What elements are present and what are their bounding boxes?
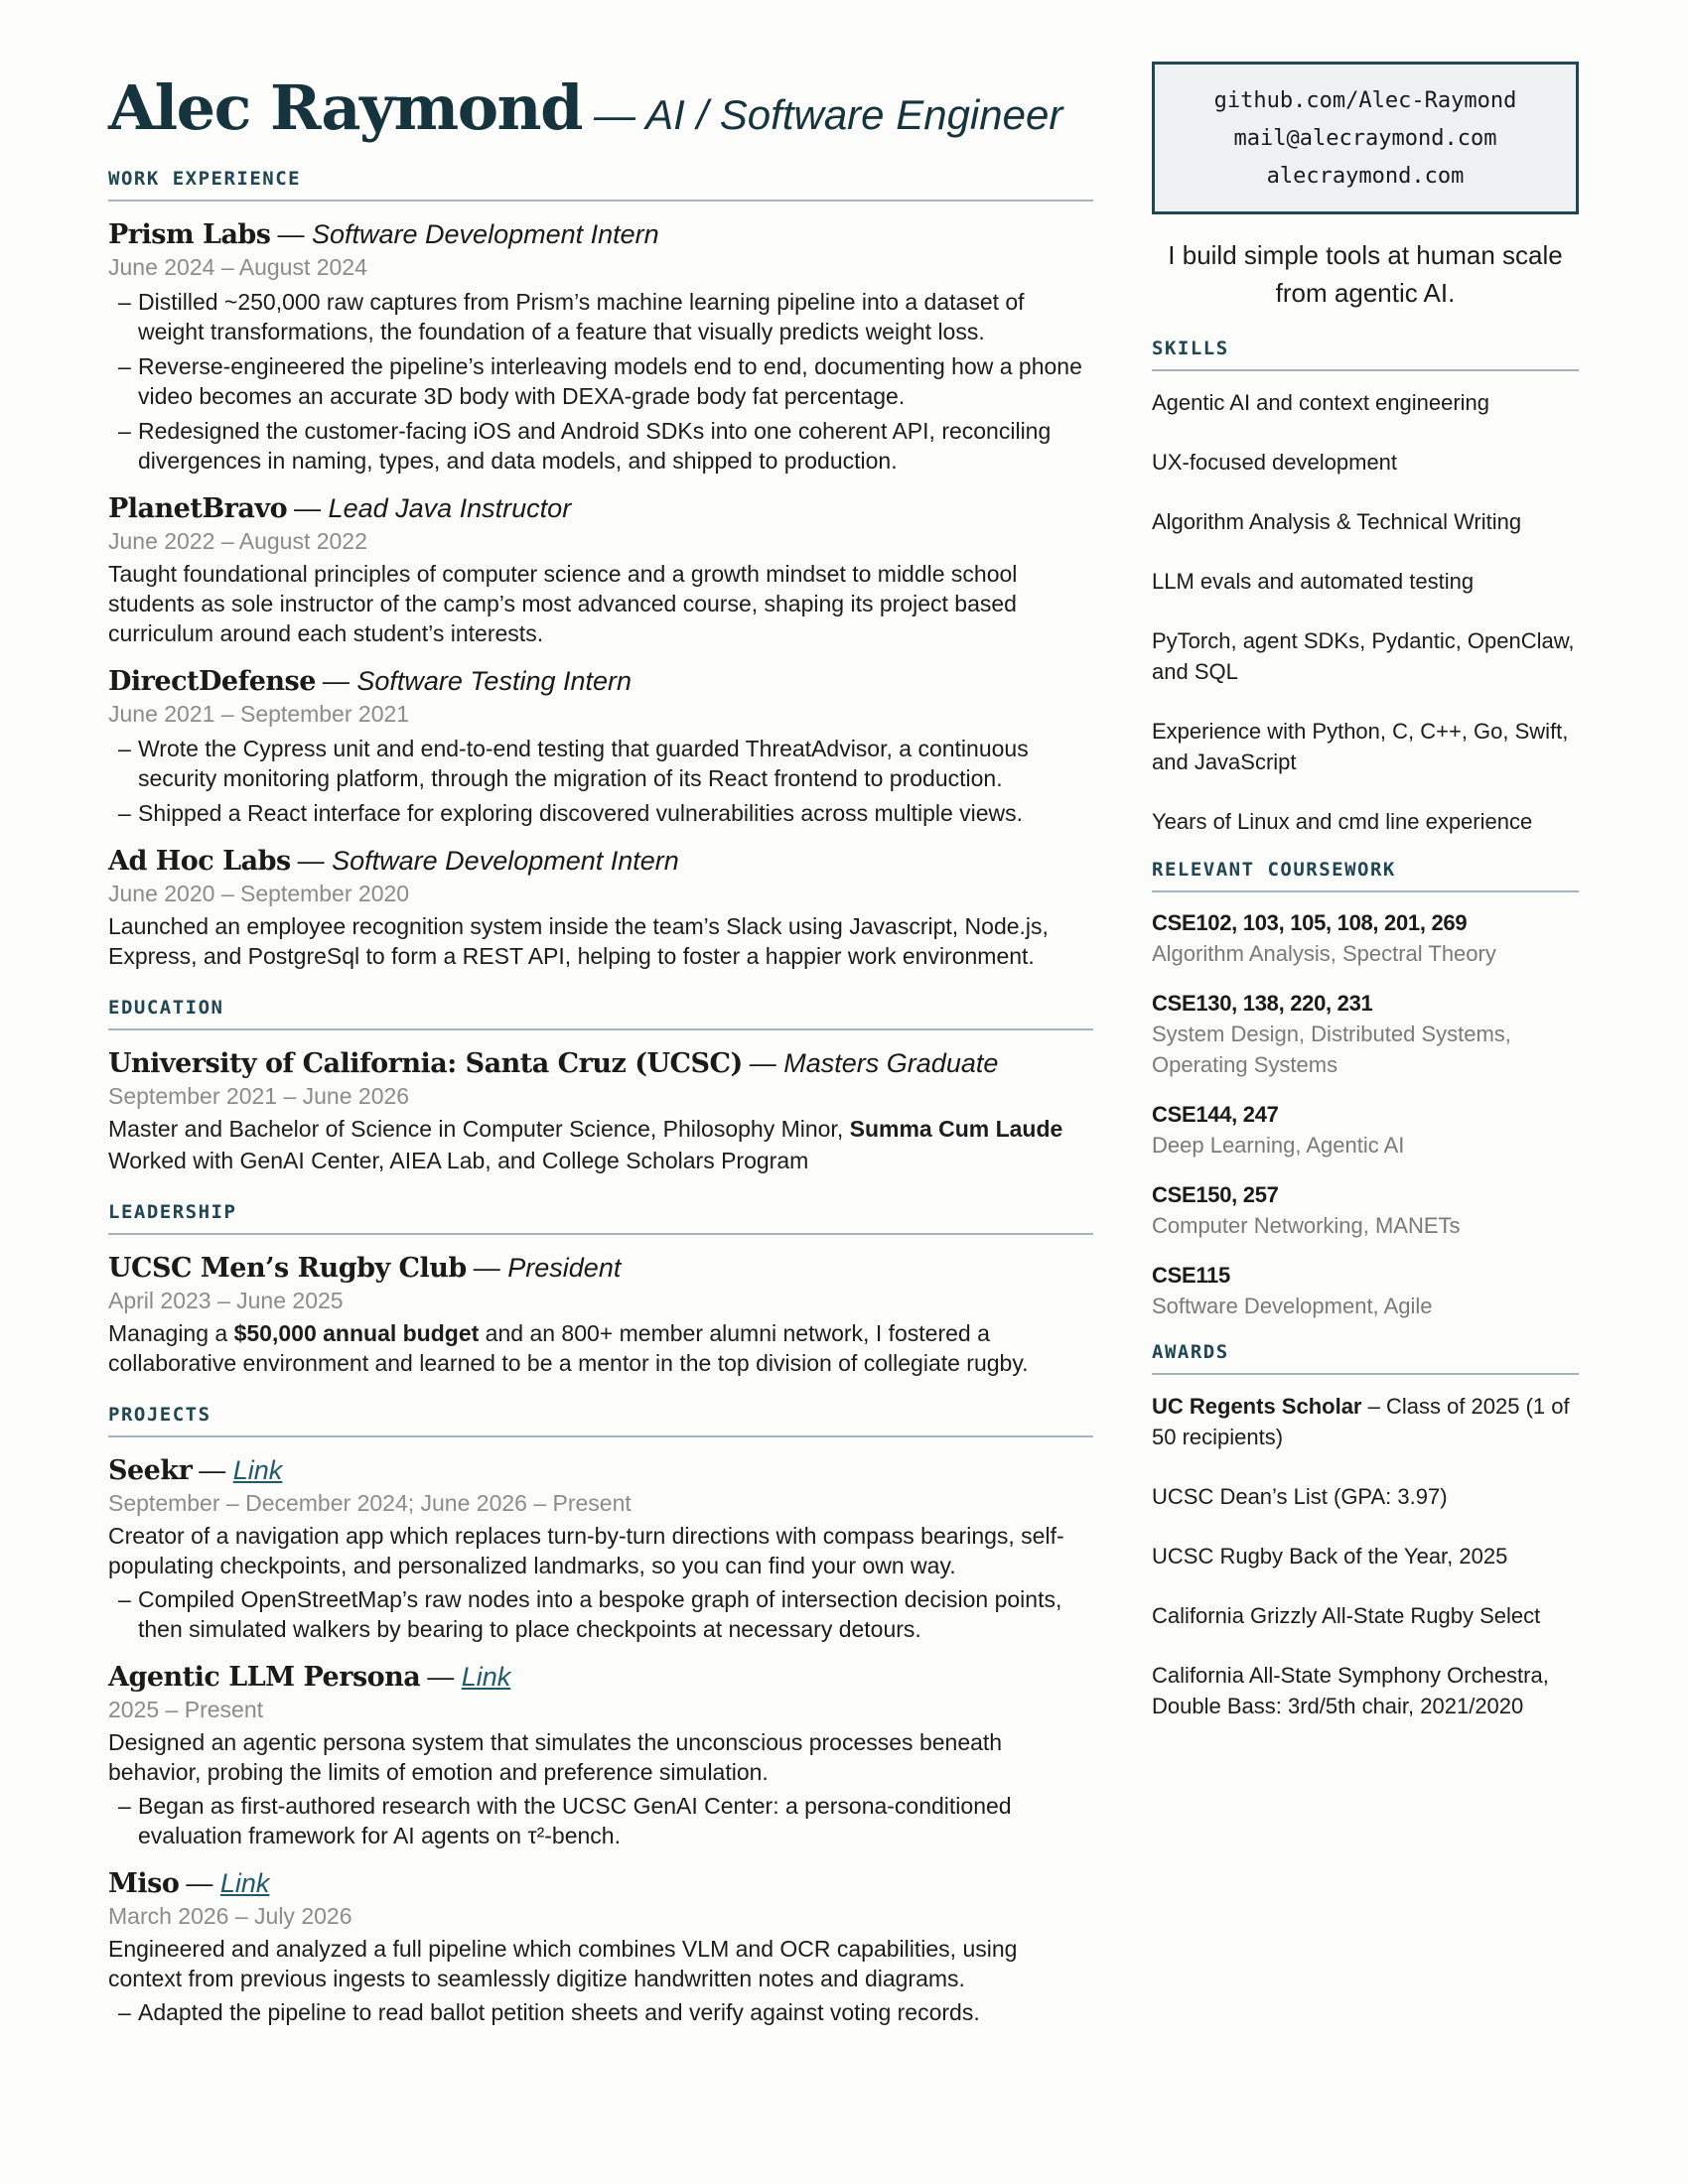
em-dash: — — [427, 1662, 462, 1692]
budget-highlight: $50,000 annual budget — [233, 1320, 480, 1346]
org-name: UCSC Men’s Rugby Club — [108, 1253, 467, 1284]
role-title: Lead Java Instructor — [328, 493, 572, 523]
awards-heading: AWARDS — [1152, 1341, 1579, 1375]
tagline: I build simple tools at human scale from agentic AI. — [1168, 240, 1563, 308]
entry-description: Launched an employee recognition system inside the team’s Slack using Javascript, Node.js, Express, and PostgreSql to form a REST API, helping to foster a happier work environment. — [108, 913, 1049, 969]
award-item: California All-State Symphony Orchestra, Double Bass: 3rd/5th chair, 2021/2020 — [1152, 1663, 1549, 1718]
course-topics: Software Development, Agile — [1152, 1294, 1433, 1318]
entry-description: Taught foundational principles of computer science and a growth mindset to middle school students as sole instructor of the camp’s most advanced course, shaping its project based curriculum around each student’s interests. — [108, 561, 1018, 646]
name-header — [108, 71, 1093, 144]
em-dash: — — [749, 1048, 784, 1078]
entry-description: Creator of a navigation app which replaces turn-by-turn directions with compass bearings, self-populating checkpoints, and personalized landmarks, so you can find your own way. — [108, 1523, 1064, 1578]
entry-description: Designed an agentic persona system that simulates the unconscious processes beneath behavior, probing the limits of emotion and preference simulation. — [108, 1729, 1003, 1785]
entry-dates: September 2021 – June 2026 — [108, 1083, 410, 1109]
entry-description: Engineered and analyzed a full pipeline which combines VLM and OCR capabilities, using context from previous ingests to seamlessly digitize handwritten notes and diagrams. — [108, 1936, 1018, 1991]
entry-header — [108, 664, 1093, 699]
github-link[interactable]: github.com/Alec-Raymond — [1213, 88, 1517, 113]
org-name: Ad Hoc Labs — [108, 846, 291, 877]
project-miso — [108, 1866, 1093, 2027]
role-title: Software Development Intern — [311, 219, 659, 249]
honors-text: Summa Cum Laude — [849, 1116, 1063, 1142]
entry-dates: 2025 – Present — [108, 1697, 264, 1722]
left-column — [108, 71, 1093, 2043]
entry-dates: June 2020 – September 2020 — [108, 881, 410, 906]
project-name: Seekr — [108, 1455, 193, 1486]
bullet-item: – Distilled ~250,000 raw captures from Prism’s machine learning pipeline into a dataset of weight transformations, the foundation of a feature that visually predicts weight loss. — [108, 287, 1093, 346]
org-name: DirectDefense — [108, 666, 316, 697]
award-detail: – Class of 2025 (1 of 50 recipients) — [1152, 1394, 1570, 1449]
bullet-list — [108, 287, 1093, 476]
course-item — [1152, 989, 1579, 1080]
entry-header — [108, 1046, 1093, 1081]
entry-header — [108, 1453, 1093, 1488]
org-name: PlanetBravo — [108, 493, 288, 524]
course-topics: Algorithm Analysis, Spectral Theory — [1152, 941, 1496, 966]
bullet-item: – Shipped a React interface for exploring discovered vulnerabilities across multiple views. — [108, 798, 1093, 828]
course-topics: Deep Learning, Agentic AI — [1152, 1133, 1405, 1158]
skill-item: Agentic AI and context engineering — [1152, 390, 1490, 415]
education-heading: EDUCATION — [108, 997, 1093, 1030]
entry-header — [108, 1660, 1093, 1695]
degree-line — [108, 1114, 1093, 1144]
skill-item: Experience with Python, C, C++, Go, Swift, and JavaScript — [1152, 719, 1569, 774]
award-item: California Grizzly All-State Rugby Select — [1152, 1603, 1541, 1628]
leadership-heading: LEADERSHIP — [108, 1201, 1093, 1235]
course-codes: CSE102, 103, 105, 108, 201, 269 — [1152, 910, 1468, 935]
em-dash: — — [297, 846, 333, 876]
project-name: Miso — [108, 1868, 180, 1899]
entry-description — [108, 1318, 1093, 1378]
project-link[interactable]: Link — [461, 1662, 511, 1692]
entry-header — [108, 1251, 1093, 1286]
course-topics: System Design, Distributed Systems, Operating Systems — [1152, 1022, 1511, 1077]
award-item: UCSC Dean’s List (GPA: 3.97) — [1152, 1484, 1448, 1509]
project-link[interactable]: Link — [232, 1455, 283, 1485]
course-codes: CSE130, 138, 220, 231 — [1152, 991, 1373, 1016]
project-name: Agentic LLM Persona — [108, 1662, 421, 1693]
bullet-item: – Began as first-authored research with the UCSC GenAI Center: a persona-conditioned evaluation framework for AI agents on τ²-bench. — [108, 1791, 1093, 1850]
education-entry — [108, 1046, 1093, 1175]
affiliations-line: Worked with GenAI Center, AIEA Lab, and College Scholars Program — [108, 1148, 809, 1173]
project-seekr — [108, 1453, 1093, 1644]
entry-dates: June 2021 – September 2021 — [108, 701, 410, 727]
candidate-name: Alec Raymond — [108, 71, 582, 144]
skill-item: UX-focused development — [1152, 450, 1398, 475]
course-item — [1152, 1180, 1579, 1241]
course-topics: Computer Networking, MANETs — [1152, 1213, 1461, 1238]
entry-header — [108, 217, 1093, 252]
degree-text: Master and Bachelor of Science in Computer Science, Philosophy Minor, — [108, 1116, 850, 1142]
em-dash: — — [186, 1868, 220, 1898]
candidate-title: — AI / Software Engineer — [593, 91, 1063, 138]
text-part: and an 800+ member alumni network, I fostered a collaborative environment and learned to be a mentor in the top division of collegiate rugby. — [108, 1320, 1029, 1376]
projects-heading: PROJECTS — [108, 1404, 1093, 1437]
work-entry-ad-hoc-labs — [108, 844, 1093, 971]
bullet-item: – Redesigned the customer-facing iOS and Android SDKs into one coherent API, reconciling divergences in naming, types, and data models, and shipped to production. — [108, 416, 1093, 476]
email-link[interactable]: mail@alecraymond.com — [1233, 126, 1497, 151]
role-title: Software Development Intern — [332, 846, 679, 876]
work-entry-planetbravo — [108, 491, 1093, 648]
em-dash: — — [322, 666, 357, 696]
entry-dates: June 2024 – August 2024 — [108, 254, 367, 280]
skills-heading: SKILLS — [1152, 338, 1579, 371]
bullet-list — [108, 1997, 1093, 2027]
org-name: University of California: Santa Cruz (UCSC) — [108, 1048, 743, 1079]
course-codes: CSE115 — [1152, 1263, 1230, 1288]
role-title: Masters Graduate — [783, 1048, 999, 1078]
project-agentic-llm-persona — [108, 1660, 1093, 1850]
text-part: Managing a — [108, 1320, 234, 1346]
course-item — [1152, 1100, 1579, 1160]
role-title: Software Testing Intern — [356, 666, 633, 696]
award-title: UC Regents Scholar — [1152, 1394, 1362, 1419]
em-dash: — — [277, 219, 312, 249]
bullet-item: – Adapted the pipeline to read ballot petition sheets and verify against voting records. — [108, 1997, 1093, 2027]
entry-dates: April 2023 – June 2025 — [108, 1288, 344, 1313]
bullet-item: – Reverse-engineered the pipeline’s interleaving models end to end, documenting how a phone video becomes an accurate 3D body with DEXA-grade body fat percentage. — [108, 351, 1093, 411]
bullet-item: – Compiled OpenStreetMap’s raw nodes into a bespoke graph of intersection decision points, then simulated walkers by bearing to place checkpoints at necessary detours. — [108, 1584, 1093, 1644]
skill-item: Algorithm Analysis & Technical Writing — [1152, 509, 1522, 534]
bullet-list — [108, 1791, 1093, 1850]
entry-dates: September – December 2024; June 2026 – Present — [108, 1490, 632, 1516]
entry-dates: March 2026 – July 2026 — [108, 1903, 352, 1929]
skill-item: LLM evals and automated testing — [1152, 569, 1475, 594]
entry-header — [108, 1866, 1093, 1901]
project-link[interactable]: Link — [219, 1868, 270, 1898]
coursework-heading: RELEVANT COURSEWORK — [1152, 859, 1579, 892]
skill-item: Years of Linux and cmd line experience — [1152, 809, 1533, 834]
entry-header — [108, 844, 1093, 879]
course-codes: CSE144, 247 — [1152, 1102, 1279, 1127]
work-experience-heading: WORK EXPERIENCE — [108, 168, 1093, 202]
work-entry-directdefense — [108, 664, 1093, 828]
award-item — [1152, 1391, 1579, 1452]
skill-item: PyTorch, agent SDKs, Pydantic, OpenClaw, and SQL — [1152, 628, 1575, 684]
course-item — [1152, 908, 1579, 969]
right-column — [1152, 62, 1579, 1750]
work-entry-prism-labs — [108, 217, 1093, 476]
org-name: Prism Labs — [108, 219, 271, 250]
leadership-entry — [108, 1251, 1093, 1378]
bullet-list — [108, 734, 1093, 828]
website-link[interactable]: alecraymond.com — [1266, 164, 1465, 189]
entry-header — [108, 491, 1093, 526]
em-dash: — — [473, 1253, 508, 1283]
course-codes: CSE150, 257 — [1152, 1182, 1279, 1207]
contact-box — [1152, 62, 1579, 214]
bullet-item: – Wrote the Cypress unit and end-to-end testing that guarded ThreatAdvisor, a continuous security monitoring platform, through the migration of its React frontend to production. — [108, 734, 1093, 793]
entry-dates: June 2022 – August 2022 — [108, 528, 367, 554]
em-dash: — — [294, 493, 329, 523]
role-title: President — [507, 1253, 622, 1283]
course-item — [1152, 1261, 1579, 1321]
award-item: UCSC Rugby Back of the Year, 2025 — [1152, 1544, 1508, 1569]
em-dash: — — [199, 1455, 233, 1485]
bullet-list — [108, 1584, 1093, 1644]
